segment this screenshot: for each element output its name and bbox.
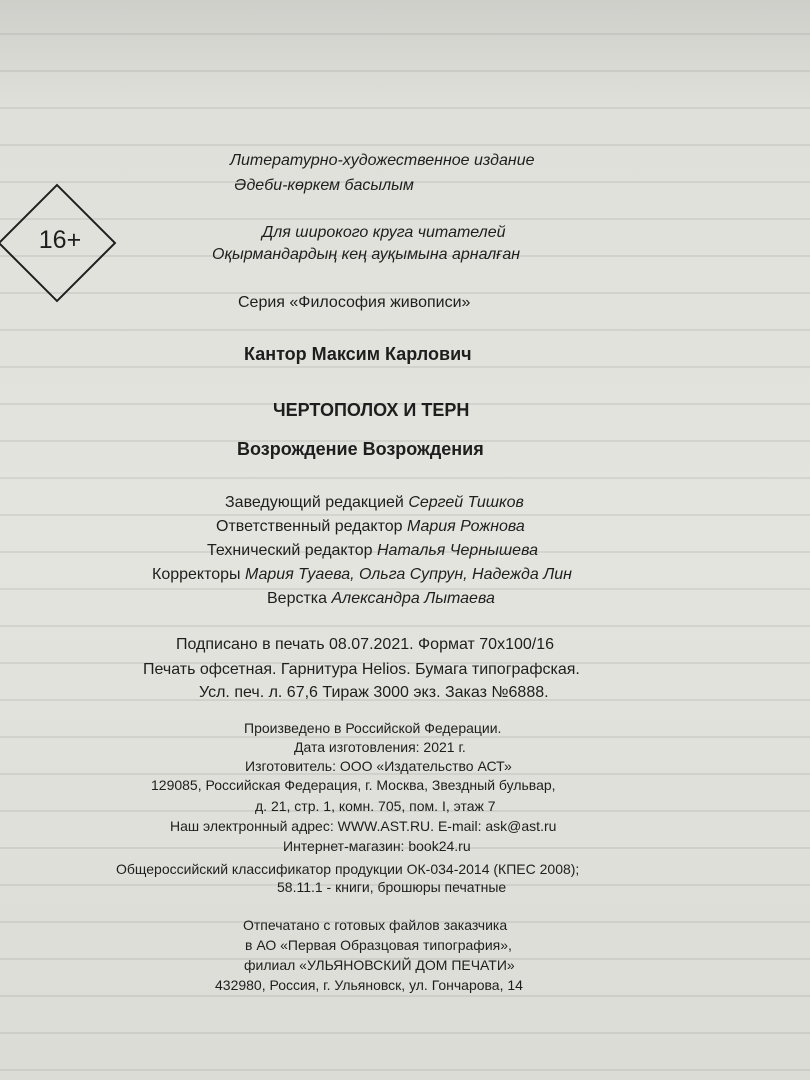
credit-name: Наталья Чернышева (377, 542, 538, 559)
manufacturer-line: Произведено в Российской Федерации. (244, 720, 502, 736)
credit-role: Корректоры (152, 566, 245, 583)
credit-role: Технический редактор (207, 542, 377, 559)
edition-type-ru: Литературно-художественное издание (230, 152, 535, 169)
manufacturer-line: Общероссийский классификатор продукции ОК-034-2014 (КПЕС 2008); (116, 861, 580, 877)
printer-line: Отпечатано с готовых файлов заказчика (243, 917, 508, 933)
credit-line (225, 494, 524, 512)
credit-name: Мария Туаева, Ольга Супрун, Надежда Лин (244, 566, 572, 583)
print-info-line: Подписано в печать 08.07.2021. Формат 70x100/16 (176, 636, 555, 653)
manufacturer-line: 129085, Российская Федерация, г. Москва, Звездный бульвар, (151, 777, 556, 793)
author-name: Кантор Максим Карлович (244, 344, 472, 364)
manufacturer-line: Интернет-магазин: book24.ru (283, 838, 471, 854)
age-rating-label: 16+ (38, 226, 82, 254)
audience-ru: Для широкого круга читателей (262, 224, 506, 241)
credit-role: Ответственный редактор (216, 518, 407, 535)
series-line: Серия «Философия живописи» (238, 294, 471, 311)
credit-role: Верстка (267, 590, 332, 607)
credit-line (152, 566, 572, 584)
manufacturer-line: Дата изготовления: 2021 г. (294, 739, 466, 755)
credit-name: Сергей Тишков (408, 494, 524, 511)
print-info-line: Усл. печ. л. 67,6 Тираж 3000 экз. Заказ №6888. (199, 684, 549, 701)
manufacturer-line: Изготовитель: ООО «Издательство АСТ» (245, 758, 512, 774)
credit-name: Александра Лытаева (331, 590, 495, 607)
print-info-line: Печать офсетная. Гарнитура Helios. Бумага типографская. (143, 661, 580, 678)
book-subtitle: Возрождение Возрождения (237, 439, 484, 459)
credit-line (207, 542, 538, 560)
audience-kz: Оқырмандардың кең ауқымына арналған (212, 246, 521, 263)
book-title: ЧЕРТОПОЛОХ И ТЕРН (273, 400, 470, 420)
edition-type-kz: Әдеби-көркем басылым (234, 177, 414, 194)
credit-line (267, 590, 495, 608)
credit-name: Мария Рожнова (406, 518, 525, 535)
credit-role: Заведующий редакцией (225, 494, 409, 511)
printer-line: 432980, Россия, г. Ульяновск, ул. Гончарова, 14 (215, 977, 523, 993)
printer-line: в АО «Первая Образцовая типография», (245, 937, 512, 953)
manufacturer-line: 58.11.1 - книги, брошюры печатные (277, 879, 507, 895)
manufacturer-line: Наш электронный адрес: WWW.AST.RU. E-mail: ask@ast.ru (170, 818, 557, 834)
printer-line: филиал «УЛЬЯНОВСКИЙ ДОМ ПЕЧАТИ» (244, 957, 515, 973)
credit-line (216, 518, 525, 536)
manufacturer-line: д. 21, стр. 1, комн. 705, пом. I, этаж 7 (255, 798, 496, 814)
